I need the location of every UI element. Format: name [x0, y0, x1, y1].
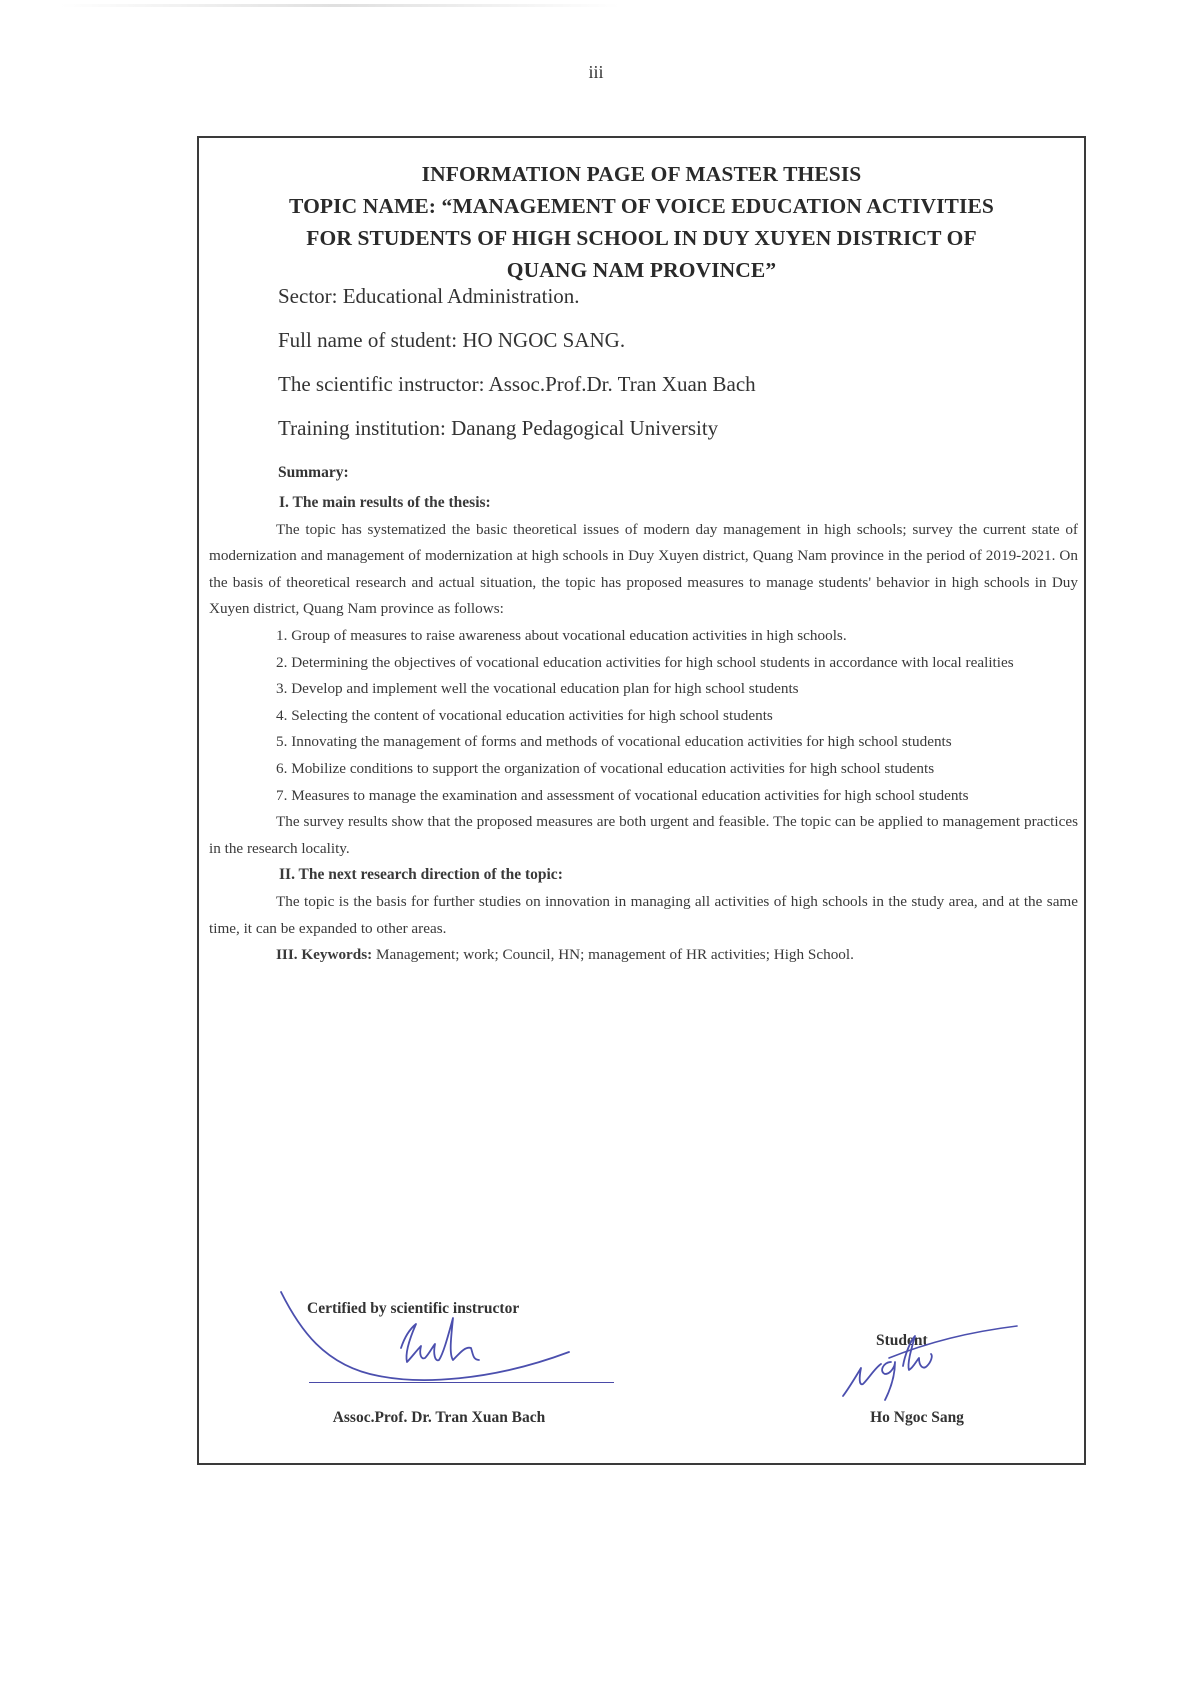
section-1-heading: I. The main results of the thesis:	[279, 494, 491, 511]
instructor-signature-line	[309, 1382, 614, 1383]
information-page-frame	[197, 136, 1086, 1465]
measure-6: 6. Mobilize conditions to support the organization of vocational education activities for high school students	[276, 759, 935, 777]
title-line-1: INFORMATION PAGE OF MASTER THESIS	[421, 162, 862, 186]
student-label: Student	[876, 1332, 928, 1349]
keywords-text: Management; work; Council, HN; management of HR activities; High School.	[372, 946, 854, 964]
institution-line: Training institution: Danang Pedagogical University	[278, 416, 719, 440]
measure-7: 7. Measures to manage the examination and assessment of vocational education activities for high school students	[276, 786, 969, 804]
measure-4: 4. Selecting the content of vocational education activities for high school students	[276, 706, 773, 724]
section-2-paragraph: The topic is the basis for further studies on innovation in managing all activities of high schools in the study area, and at the same time, it can be expanded to other areas.	[209, 892, 1078, 937]
keywords-label: III. Keywords:	[276, 946, 373, 964]
thesis-title	[199, 158, 1084, 286]
certified-label: Certified by scientific instructor	[307, 1300, 520, 1317]
title-line-2: TOPIC NAME: “MANAGEMENT OF VOICE EDUCATION ACTIVITIES	[289, 194, 994, 218]
student-name: Ho Ngoc Sang	[870, 1409, 964, 1426]
student-name-line: Full name of student: HO NGOC SANG.	[278, 328, 626, 352]
student-signature	[819, 1318, 1019, 1408]
summary-label: Summary:	[278, 464, 349, 481]
instructor-line: The scientific instructor: Assoc.Prof.Dr. Tran Xuan Bach	[278, 372, 756, 396]
keywords-line	[209, 942, 1078, 969]
section-1-paragraph: The topic has systematized the basic theoretical issues of modern day management in high schools; survey the current state of modernization and management of modernization at high schools in Duy Xuyen district, Quang Nam province in the period of 2019-2021. On the basis of theoretical research and actual situation, the topic has proposed measures to manage students' behavior in high schools in Duy Xuyen district, Quang Nam province as follows:	[209, 520, 1078, 618]
summary-body	[209, 490, 1078, 969]
measure-2: 2. Determining the objectives of vocational education activities for high school students in accordance with local realities	[276, 653, 1014, 671]
measure-3: 3. Develop and implement well the vocational education plan for high school students	[276, 680, 799, 698]
measure-1: 1. Group of measures to raise awareness about vocational education activities in high schools.	[276, 626, 847, 644]
sector-line: Sector: Educational Administration.	[278, 284, 580, 308]
measure-5: 5. Innovating the management of forms and methods of vocational education activities for high school students	[276, 733, 952, 751]
section-1-conclusion: The survey results show that the proposed measures are both urgent and feasible. The topic can be applied to management practices in the research locality.	[209, 813, 1078, 857]
title-line-4: QUANG NAM PROVINCE”	[506, 258, 777, 282]
title-line-3: FOR STUDENTS OF HIGH SCHOOL IN DUY XUYEN DISTRICT OF	[306, 226, 977, 250]
scan-artifact	[60, 4, 620, 7]
instructor-name: Assoc.Prof. Dr. Tran Xuan Bach	[332, 1409, 546, 1426]
page-number: iii	[588, 62, 604, 82]
section-2-heading: II. The next research direction of the topic:	[279, 866, 563, 884]
